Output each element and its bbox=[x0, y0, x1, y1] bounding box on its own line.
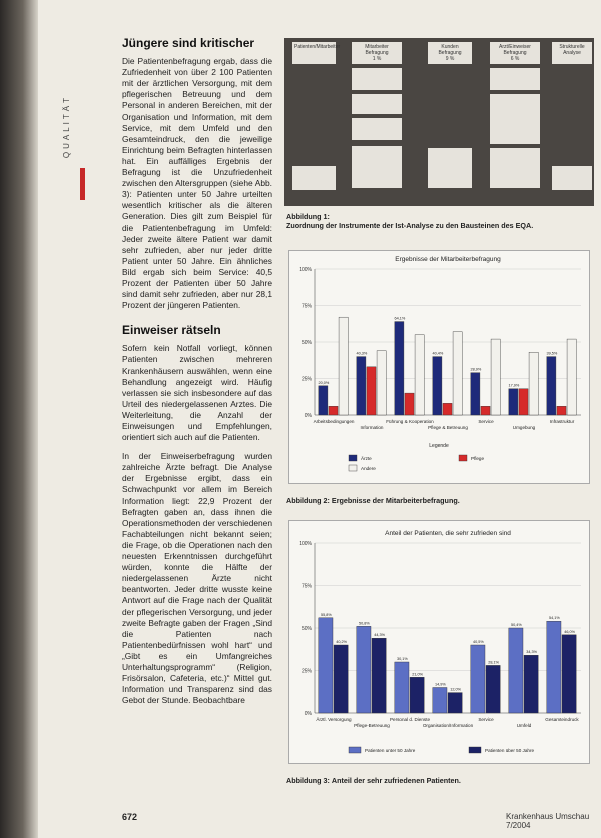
book-spine bbox=[0, 0, 38, 838]
bar-1 bbox=[519, 389, 528, 415]
data-label: 28,9% bbox=[470, 367, 482, 372]
bar-2 bbox=[415, 335, 424, 415]
x-tick-label: Umgebung bbox=[512, 425, 536, 430]
article-text-column bbox=[122, 38, 272, 714]
x-tick-label: Service bbox=[478, 419, 494, 424]
data-label: 21,0% bbox=[412, 672, 423, 677]
bar-0 bbox=[547, 621, 561, 713]
fig1-box bbox=[352, 146, 402, 188]
data-label: 40,4% bbox=[432, 351, 444, 356]
legend-label: Andere bbox=[361, 466, 376, 471]
legend-swatch bbox=[469, 747, 481, 753]
bar-1 bbox=[329, 406, 338, 415]
fig1-box bbox=[490, 68, 540, 90]
chart-3-svg bbox=[289, 521, 589, 763]
fig1-box bbox=[352, 68, 402, 90]
bar-0 bbox=[509, 628, 523, 713]
data-label: 39,5% bbox=[546, 351, 558, 356]
heading-younger-critical: Jüngere sind kritischer bbox=[122, 36, 255, 50]
bar-0 bbox=[471, 373, 480, 415]
x-tick-label: Personal d. Dienste bbox=[389, 717, 431, 722]
bar-0 bbox=[433, 357, 442, 415]
y-tick-label: 75% bbox=[301, 583, 312, 590]
y-tick-label: 0% bbox=[304, 711, 312, 717]
bar-1 bbox=[410, 677, 424, 713]
paragraph-3: In der Einweiserbefragung wurden zahlreiche Ärzte befragt. Die Analyse der Ergebnisse ergibt, dass ein Schwachpunkt vor allem im Bereich Information liegt: 22,9 Prozent der Befragten gaben an, dass ihnen die Operationsmethoden der verschiedenen Fachabteilungen nicht bekannt seien; die Frage, ob die Operationen nach den neuesten Erkenntnissen durchgeführt würden, konnte die Hälfte der niedergelassenen Ärzte nicht beantworten. Jeder dritte wusste keine Antwort auf die Frage nach der Qualität der pflegerischen Versorgung, und jeder zweite Befragte gaben der Fragen „Sind die Patienten nach Patientenbedürfnissen wohl hart“ und „Gibt es ein Umfangreiches Unterhaltungsprogramm“ (Religion, Frisörsalon, Cafeteria, etc.)“ Mittel gut. Information und Transparenz sind das Gebot der Stunde. Beobachtbare bbox=[122, 451, 272, 706]
bar-0 bbox=[395, 322, 404, 415]
bar-0 bbox=[547, 357, 556, 415]
y-tick-label: 50% bbox=[301, 340, 312, 346]
bar-2 bbox=[453, 332, 462, 415]
data-label: 55,8% bbox=[321, 612, 332, 617]
bar-1 bbox=[562, 635, 576, 713]
fig1-box bbox=[490, 94, 540, 144]
y-tick-label: 100% bbox=[299, 541, 312, 547]
fig1-box bbox=[352, 118, 402, 140]
chart-2-svg bbox=[289, 251, 589, 483]
fig1-col-header-2: Mitarbeiter Befragung 1 % bbox=[352, 42, 402, 64]
figure-2-chart bbox=[288, 250, 590, 484]
x-tick-label: Führung & Kooperation bbox=[386, 419, 434, 424]
x-tick-label: Ärztl. Versorgung bbox=[316, 717, 352, 722]
x-tick-label: Pflege & Betreuung bbox=[428, 425, 468, 430]
fig1-box bbox=[490, 148, 540, 188]
fig1-col-header-3: Kunden Befragung 9 % bbox=[428, 42, 472, 64]
bar-2 bbox=[339, 317, 348, 415]
bar-0 bbox=[509, 389, 518, 415]
bar-2 bbox=[377, 351, 386, 415]
data-label: 46,0% bbox=[564, 629, 575, 634]
chart-title: Anteil der Patienten, die sehr zufrieden sind bbox=[385, 530, 511, 537]
bar-0 bbox=[471, 645, 485, 713]
y-tick-label: 50% bbox=[301, 626, 312, 632]
bar-1 bbox=[367, 367, 376, 415]
y-tick-label: 0% bbox=[304, 413, 312, 419]
bar-1 bbox=[486, 665, 500, 713]
legend-label: Ärzte bbox=[361, 456, 372, 461]
figure-2-caption-text: Ergebnisse der Mitarbeiterbefragung. bbox=[331, 496, 460, 505]
x-tick-label: Organisation/Information bbox=[422, 723, 474, 728]
legend-swatch bbox=[349, 747, 361, 753]
bar-1 bbox=[524, 655, 538, 713]
figure-2-caption-label: Abbildung 2: bbox=[286, 496, 330, 505]
x-tick-label: Information bbox=[360, 425, 384, 430]
bar-1 bbox=[334, 645, 348, 713]
x-tick-label: Gesamteindruck bbox=[545, 717, 579, 722]
data-label: 28,1% bbox=[488, 660, 499, 665]
x-tick-label: Pflege-Betreuung bbox=[354, 723, 390, 728]
figure-3-caption-label: Abbildung 3: bbox=[286, 776, 330, 785]
chart-title: Ergebnisse der Mitarbeiterbefragung bbox=[395, 256, 501, 263]
fig1-col-header-5: Strukturelle Analyse bbox=[552, 42, 592, 64]
figure-1-caption bbox=[286, 212, 586, 230]
legend-label: Patienten über 50 Jahre bbox=[485, 748, 535, 753]
data-label: 50,4% bbox=[511, 623, 522, 627]
data-label: 54,1% bbox=[549, 616, 560, 621]
y-tick-label: 75% bbox=[301, 303, 312, 310]
heading-referrers: Einweiser rätseln bbox=[122, 323, 221, 338]
data-label: 20,0% bbox=[318, 380, 330, 385]
figure-1-caption-text: Zuordnung der Instrumente der Ist-Analyse zu den Bausteinen des EQA. bbox=[286, 221, 534, 230]
bar-1 bbox=[557, 406, 566, 415]
figure-1-caption-label: Abbildung 1: bbox=[286, 212, 330, 221]
paragraph-1: Die Patientenbefragung ergab, dass die Zufriedenheit von über 2 100 Patienten mit der ärztlichen Versorgung, mit dem pflegerischen Betreuung und dem Personal in anderen Bereichen, mit der Organisation und Information, mit dem Service, mit dem Umfeld und den Gesamteindruck, den die jeweilige Einrichtung beim Befragten hinterlassen hat. Ein auffälliges Ergebnis der Befragung ist die Unzufriedenheit zwischen den Altersgruppen (siehe Abb. 3): Patienten unter 50 Jahre urteilten wesentlich kritischer als die älteren Generation. Dies gilt zum Beispiel für die Patientenbefragung im Umfeld: Jeder zweite ältere Patient war damit sehr zufrieden, aber nur jeder dritte Patient unter 50 Jahre. Ein ähnliches Bild ergab sich beim Service: 40,5 Prozent der Patienten über 50 Jahre sind damit sehr zufrieden, aber nur 28,1 Prozent der jüngeren Patienten. bbox=[122, 56, 272, 311]
data-label: 64,1% bbox=[394, 316, 406, 321]
bar-1 bbox=[443, 403, 452, 415]
data-label: 50,8% bbox=[359, 621, 370, 626]
bar-1 bbox=[405, 393, 414, 415]
bar-0 bbox=[319, 618, 333, 713]
data-label: 40,5% bbox=[473, 640, 484, 644]
data-label: 40,3% bbox=[356, 351, 368, 356]
figure-3-caption-text: Anteil der sehr zufriedenen Patienten. bbox=[331, 776, 461, 785]
fig1-box bbox=[352, 94, 402, 114]
legend-label: Patienten unter 50 Jahre bbox=[365, 748, 416, 753]
fig1-box bbox=[428, 148, 472, 188]
section-marker bbox=[80, 168, 85, 200]
data-label: 17,9% bbox=[508, 383, 520, 388]
data-label: 44,3% bbox=[374, 633, 385, 638]
data-label: 30,1% bbox=[397, 657, 408, 661]
section-label: QUALITÄT bbox=[62, 95, 71, 159]
figure-1-diagram bbox=[284, 38, 594, 206]
bar-0 bbox=[357, 626, 371, 713]
fig1-box bbox=[552, 166, 592, 190]
y-tick-label: 25% bbox=[301, 376, 312, 383]
legend-swatch bbox=[349, 455, 357, 461]
x-tick-label: Arbeitsbedingungen bbox=[313, 419, 355, 424]
bar-1 bbox=[372, 638, 386, 713]
legend-swatch bbox=[349, 465, 357, 471]
bar-0 bbox=[433, 688, 447, 714]
x-tick-label: Umfeld bbox=[516, 723, 532, 728]
data-label: 12,0% bbox=[450, 687, 461, 692]
bar-2 bbox=[567, 339, 576, 415]
bar-2 bbox=[491, 339, 500, 415]
paragraph-2: Sofern kein Notfall vorliegt, können Patienten zwischen mehreren Krankenhäusern auswählen, wenn eine Behandlung angezeigt wird. Häufig verlassen sie sich insbesondere auf das Urteil des niedergelassenen Arztes. Die Weiterleitung, die Anzahl der Einweisungen und Empfehlungen, orientiert sich auch auf die Patienten. bbox=[122, 343, 272, 443]
page-number: 672 bbox=[122, 812, 138, 822]
figure-3-chart bbox=[288, 520, 590, 764]
bar-0 bbox=[319, 386, 328, 415]
legend-label: Pflege bbox=[471, 456, 485, 461]
fig1-box bbox=[292, 166, 336, 190]
fig1-col-header-4: Arzt/Einweiser Befragung 6 % bbox=[490, 42, 540, 64]
fig1-col-header-1: Patienten/Mitarbeiter bbox=[292, 42, 336, 64]
figure-3-caption bbox=[286, 776, 586, 785]
data-label: 14,9% bbox=[435, 682, 446, 687]
data-label: 40,2% bbox=[336, 640, 347, 644]
bar-1 bbox=[481, 406, 490, 415]
figure-2-caption bbox=[286, 496, 586, 505]
bar-2 bbox=[529, 352, 538, 415]
bar-0 bbox=[357, 357, 366, 415]
data-label: 34,3% bbox=[526, 650, 537, 655]
y-tick-label: 100% bbox=[299, 267, 312, 273]
bar-0 bbox=[395, 662, 409, 713]
y-tick-label: 25% bbox=[301, 668, 312, 675]
bar-1 bbox=[448, 693, 462, 713]
journal-name: Krankenhaus Umschau 7/2004 bbox=[506, 812, 590, 830]
legend-title: Legende bbox=[429, 443, 449, 449]
x-tick-label: Infrastruktur bbox=[549, 419, 575, 424]
legend-swatch bbox=[459, 455, 467, 461]
x-tick-label: Service bbox=[478, 717, 494, 722]
